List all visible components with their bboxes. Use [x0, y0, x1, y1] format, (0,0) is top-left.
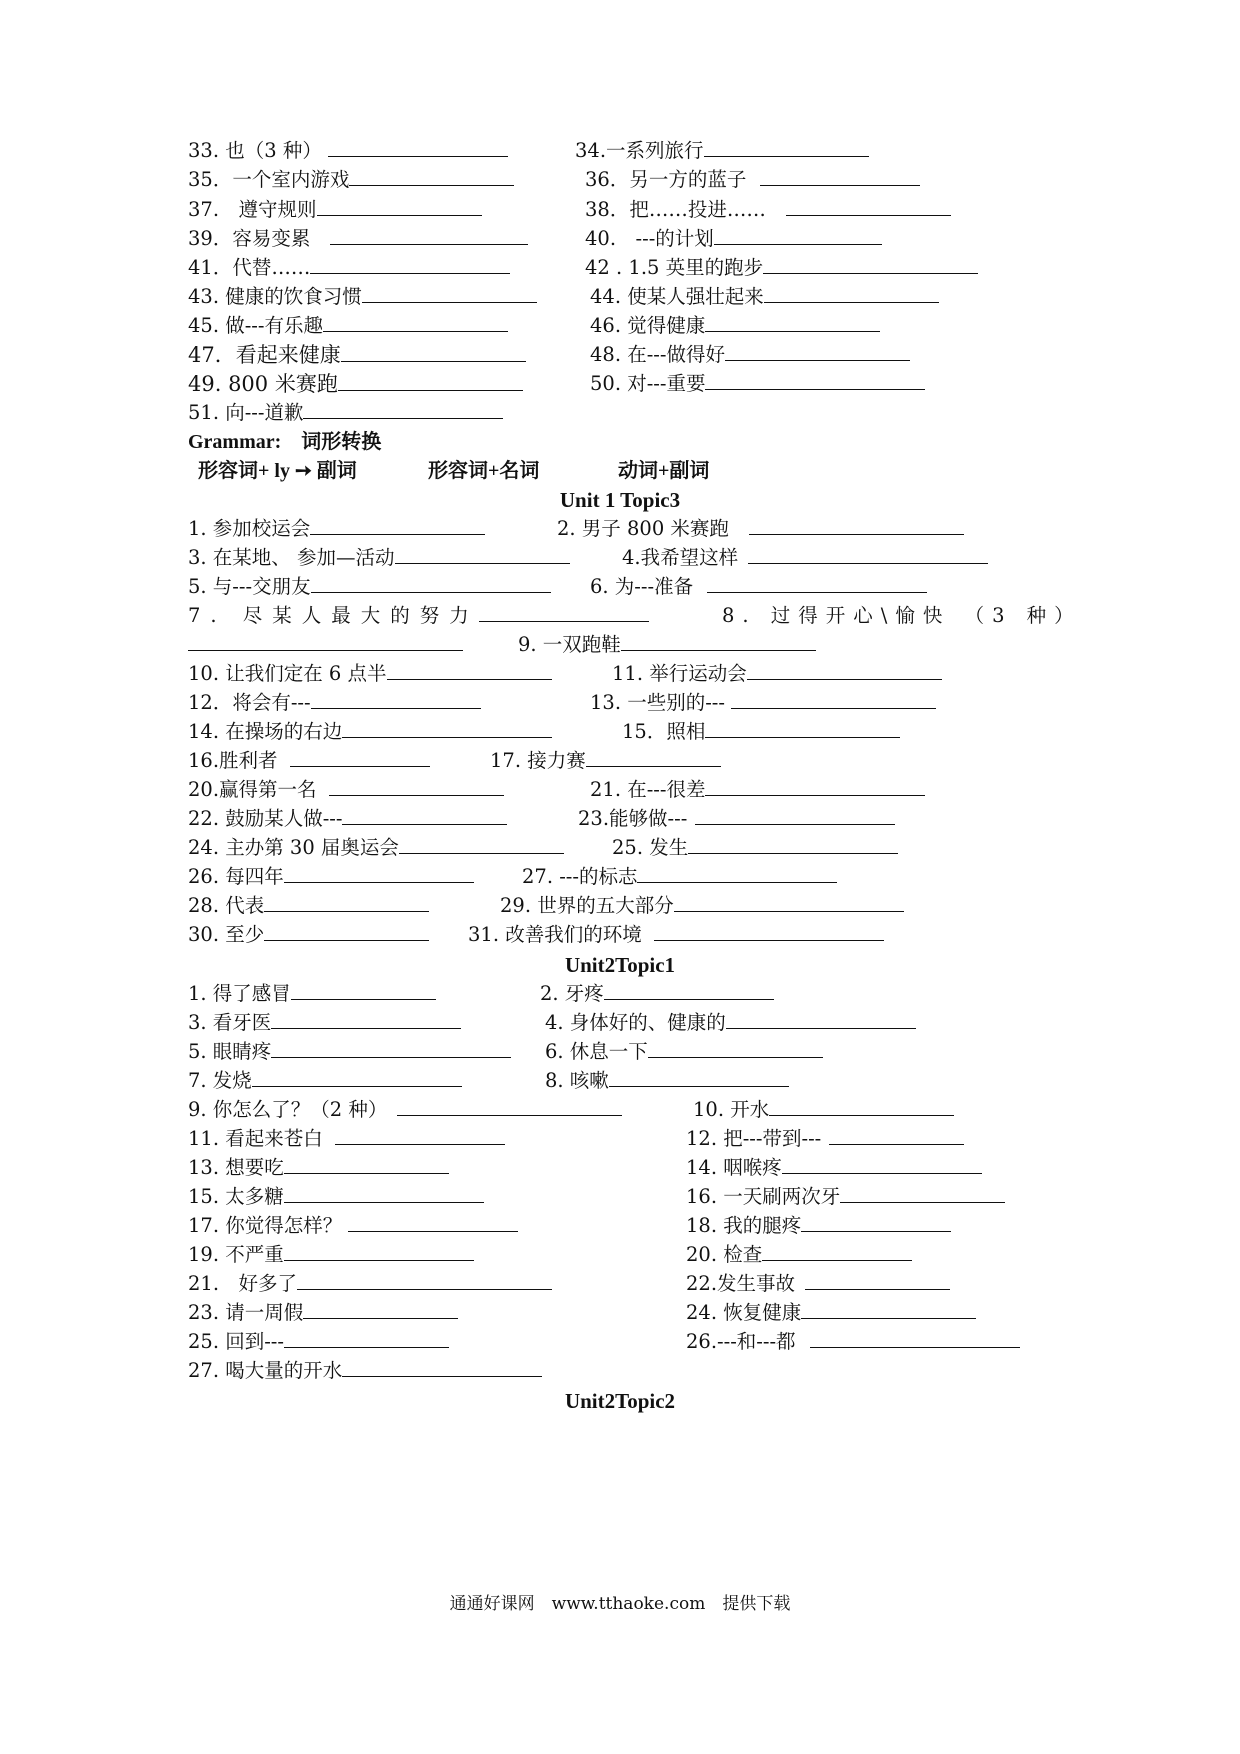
item-45-label: 45. 做---有乐趣 — [188, 314, 323, 337]
u2t1-item-17 — [188, 1214, 518, 1238]
u1t3-item-26 — [188, 865, 474, 889]
answer-blank[interactable] — [328, 139, 508, 157]
grammar-rule-adj-ly: 形容词+ ly ➙ 副词 — [198, 460, 357, 482]
item-34-label: 34.一系列旅行 — [575, 139, 704, 162]
u1t3-item-15 — [622, 720, 900, 744]
answer-blank[interactable] — [801, 1301, 976, 1319]
answer-blank[interactable] — [688, 836, 898, 854]
u1t3-item-14-label: 14. 在操场的右边 — [188, 720, 343, 743]
answer-blank[interactable] — [252, 1069, 462, 1087]
answer-blank[interactable] — [291, 982, 436, 1000]
item-46-label: 46. 觉得健康 — [590, 314, 706, 337]
item-35 — [188, 168, 514, 192]
answer-blank[interactable] — [714, 227, 882, 245]
u2t1-item-1-label: 1. 得了感冒 — [188, 982, 291, 1005]
item-42-label: 42 . 1.5 英里的跑步 — [585, 256, 764, 279]
grammar-rule-adj-noun: 形容词+名词 — [428, 460, 540, 482]
u2t1-item-26-label: 26.---和---都 — [686, 1330, 796, 1353]
u2t1-item-6 — [545, 1040, 823, 1064]
item-35-label: 35．一个室内游戏 — [188, 168, 350, 191]
answer-blank[interactable] — [284, 865, 474, 883]
answer-blank[interactable] — [731, 691, 936, 709]
u1t3-item-8 — [722, 604, 1082, 628]
u1t3-item-4 — [622, 546, 988, 570]
answer-blank[interactable] — [621, 633, 816, 651]
u1t3-item-31-label: 31. 改善我们的环境 — [468, 923, 642, 946]
answer-blank[interactable] — [399, 836, 564, 854]
u2t1-item-8 — [545, 1069, 789, 1093]
u1t3-item-21-label: 21. 在---很差 — [590, 778, 706, 801]
u2t1-item-3-label: 3. 看牙医 — [188, 1011, 272, 1034]
u1t3-item-12 — [188, 691, 481, 715]
answer-blank[interactable] — [342, 1359, 542, 1377]
grammar-title: Grammar: 词形转换 — [188, 431, 382, 453]
section-heading-unit2-topic1: Unit2Topic1 — [564, 953, 676, 977]
answer-blank[interactable] — [329, 778, 504, 796]
u2t1-item-7-label: 7. 发烧 — [188, 1069, 252, 1092]
u2t1-item-10 — [693, 1098, 954, 1122]
u1t3-item-3-label: 3. 在某地、 参加—活动 — [188, 546, 395, 569]
grammar-rule-verb-adv: 动词+副词 — [618, 460, 710, 482]
u2t1-item-22 — [686, 1272, 950, 1296]
item-41 — [188, 256, 510, 280]
u1t3-item-17-label: 17. 接力赛 — [490, 749, 586, 772]
u1t3-item-17 — [490, 749, 721, 773]
u1t3-item-1 — [188, 517, 485, 541]
u1t3-item-2-label: 2. 男子 800 米赛跑 — [557, 517, 729, 540]
u2t1-item-6-label: 6. 休息一下 — [545, 1040, 648, 1063]
item-51-label: 51. 向---道歉 — [188, 401, 304, 424]
answer-blank[interactable] — [348, 1214, 518, 1232]
answer-blank[interactable] — [297, 1272, 552, 1290]
u2t1-item-7 — [188, 1069, 462, 1093]
u1t3-item-27-label: 27. ---的标志 — [522, 865, 638, 888]
u2t1-item-11 — [188, 1127, 505, 1151]
u1t3-item-28-label: 28. 代表 — [188, 894, 265, 917]
u1t3-item-25-label: 25. 发生 — [612, 836, 689, 859]
item-51 — [188, 401, 503, 425]
answer-blank[interactable] — [707, 575, 927, 593]
u1t3-item-9 — [518, 633, 816, 657]
u1t3-item-26-label: 26. 每四年 — [188, 865, 284, 888]
u1t3-item-1-label: 1. 参加校运会 — [188, 517, 311, 540]
u2t1-item-24 — [686, 1301, 976, 1325]
answer-blank[interactable] — [674, 894, 904, 912]
answer-blank[interactable] — [311, 691, 481, 709]
u2t1-item-18 — [686, 1214, 951, 1238]
answer-blank[interactable] — [609, 1069, 789, 1087]
u1t3-item-24-label: 24. 主办第 30 届奥运会 — [188, 836, 399, 859]
u1t3-item-4-label: 4.我希望这样 — [622, 546, 739, 569]
item-48-label: 48. 在---做得好 — [590, 343, 725, 366]
u2t1-item-15-label: 15. 太多糖 — [188, 1185, 284, 1208]
u1t3-item-5-label: 5. 与---交朋友 — [188, 575, 311, 598]
answer-blank[interactable] — [330, 227, 528, 245]
answer-blank[interactable] — [290, 749, 430, 767]
answer-blank[interactable] — [704, 139, 869, 157]
item-39-label: 39．容易变累 — [188, 227, 311, 250]
answer-blank[interactable] — [705, 314, 880, 332]
answer-blank[interactable] — [747, 662, 942, 680]
u2t1-item-12-label: 12. 把---带到--- — [686, 1127, 822, 1150]
u2t1-item-17-label: 17. 你觉得怎样？ — [188, 1214, 343, 1237]
answer-blank[interactable] — [805, 1272, 950, 1290]
u1t3-item-3 — [188, 546, 570, 570]
u2t1-item-5 — [188, 1040, 511, 1064]
answer-blank[interactable] — [335, 1127, 505, 1145]
u1t3-item-2 — [557, 517, 964, 541]
u1t3-item-24 — [188, 836, 564, 860]
u1t3-item-15-label: 15．照相 — [622, 720, 706, 743]
u1t3-item-25 — [612, 836, 898, 860]
u2t1-item-20-label: 20. 检查 — [686, 1243, 763, 1266]
u1t3-item-20-label: 20.赢得第一名 — [188, 778, 317, 801]
u1t3-item-13-label: 13. 一些别的--- — [590, 691, 725, 714]
u2t1-item-14 — [686, 1156, 982, 1180]
u2t1-item-26 — [686, 1330, 1020, 1354]
u2t1-item-25 — [188, 1330, 449, 1354]
u2t1-item-2 — [540, 982, 774, 1006]
u2t1-item-15 — [188, 1185, 484, 1209]
u2t1-item-9-label: 9. 你怎么了？（2 种） — [188, 1098, 388, 1121]
answer-blank[interactable] — [188, 633, 463, 651]
answer-blank[interactable] — [284, 1185, 484, 1203]
u2t1-item-4-label: 4. 身体好的、健康的 — [545, 1011, 726, 1034]
u1t3-item-10-label: 10. 让我们定在 6 点半 — [188, 662, 387, 685]
item-47-label: 47．看起来健康 — [188, 343, 341, 367]
answer-blank[interactable] — [748, 546, 988, 564]
u1t3-item-31 — [468, 923, 884, 947]
answer-blank[interactable] — [317, 198, 482, 216]
answer-blank[interactable] — [769, 1098, 954, 1116]
u1t3-item-7 — [188, 604, 649, 628]
item-50-label: 50. 对---重要 — [590, 372, 706, 395]
u2t1-item-21-label: 21. 好多了 — [188, 1272, 298, 1295]
answer-blank[interactable] — [362, 285, 537, 303]
answer-blank[interactable] — [271, 1040, 511, 1058]
item-43-label: 43. 健康的饮食习惯 — [188, 285, 362, 308]
u2t1-item-14-label: 14. 咽喉疼 — [686, 1156, 782, 1179]
answer-blank[interactable] — [264, 923, 429, 941]
item-49 — [188, 372, 523, 396]
answer-blank[interactable] — [764, 285, 939, 303]
answer-blank[interactable] — [349, 168, 514, 186]
u1t3-item-7-label: 7. 尽某人最大的努力 — [188, 604, 479, 627]
item-37 — [188, 198, 482, 222]
u2t1-item-22-label: 22.发生事故 — [686, 1272, 796, 1295]
u2t1-item-18-label: 18. 我的腿疼 — [686, 1214, 802, 1237]
u1t3-item-12-label: 12．将会有--- — [188, 691, 311, 714]
u1t3-item-23 — [578, 807, 895, 831]
section-heading-unit1-topic3: Unit 1 Topic3 — [559, 488, 681, 512]
answer-blank[interactable] — [284, 1156, 449, 1174]
item-36-label: 36．另一方的蓝子 — [585, 168, 747, 191]
answer-blank[interactable] — [271, 1011, 461, 1029]
u1t3-item-16 — [188, 749, 430, 773]
item-40-label: 40. ---的计划 — [585, 227, 714, 250]
u2t1-item-2-label: 2. 牙疼 — [540, 982, 604, 1005]
answer-blank[interactable] — [323, 314, 508, 332]
answer-blank[interactable] — [310, 517, 485, 535]
item-39 — [188, 227, 528, 251]
answer-blank[interactable] — [760, 168, 920, 186]
u2t1-item-27-label: 27. 喝大量的开水 — [188, 1359, 343, 1382]
u1t3-item-23-label: 23.能够做--- — [578, 807, 688, 830]
u2t1-item-25-label: 25. 回到--- — [188, 1330, 284, 1353]
u2t1-item-9 — [188, 1098, 622, 1122]
u1t3-item-27 — [522, 865, 837, 889]
u2t1-item-19-label: 19. 不严重 — [188, 1243, 284, 1266]
u1t3-item-22 — [188, 807, 507, 831]
u2t1-item-12 — [686, 1127, 964, 1151]
answer-blank[interactable] — [829, 1127, 964, 1145]
u1t3-item-28 — [188, 894, 429, 918]
u2t1-item-27 — [188, 1359, 542, 1383]
u2t1-item-24-label: 24. 恢复健康 — [686, 1301, 802, 1324]
answer-blank[interactable] — [341, 344, 526, 362]
answer-blank[interactable] — [840, 1185, 1005, 1203]
u1t3-item-29-label: 29. 世界的五大部分 — [500, 894, 674, 917]
answer-blank[interactable] — [303, 401, 503, 419]
answer-blank[interactable] — [387, 662, 552, 680]
u1t3-item-22-label: 22. 鼓励某人做--- — [188, 807, 343, 830]
item-43 — [188, 285, 537, 309]
u1t3-item-21 — [590, 778, 925, 802]
u2t1-item-23-label: 23. 请一周假 — [188, 1301, 304, 1324]
answer-blank[interactable] — [749, 517, 964, 535]
u2t1-item-16 — [686, 1185, 1005, 1209]
answer-blank[interactable] — [782, 1156, 982, 1174]
answer-blank[interactable] — [311, 575, 551, 593]
answer-blank[interactable] — [284, 1330, 449, 1348]
item-48 — [590, 343, 910, 367]
answer-blank[interactable] — [763, 256, 978, 274]
answer-blank[interactable] — [284, 1243, 474, 1261]
item-33-label: 33. 也（3 种） — [188, 139, 322, 162]
answer-blank[interactable] — [338, 373, 523, 391]
answer-blank[interactable] — [479, 604, 649, 622]
item-33 — [188, 139, 508, 163]
u2t1-item-5-label: 5. 眼睛疼 — [188, 1040, 272, 1063]
answer-blank[interactable] — [705, 778, 925, 796]
answer-blank[interactable] — [303, 1301, 458, 1319]
u1t3-item-6-label: 6. 为---准备 — [590, 575, 694, 598]
answer-blank[interactable] — [726, 1011, 916, 1029]
u1t3-item-11 — [612, 662, 942, 686]
u1t3-item-14 — [188, 720, 552, 744]
item-41-label: 41．代替…… — [188, 256, 311, 279]
u2t1-item-21 — [188, 1272, 552, 1296]
answer-blank[interactable] — [397, 1098, 622, 1116]
answer-blank[interactable] — [395, 546, 570, 564]
item-46 — [590, 314, 880, 338]
answer-blank[interactable] — [705, 372, 925, 390]
item-40 — [585, 227, 882, 251]
u2t1-item-16-label: 16. 一天刷两次牙 — [686, 1185, 841, 1208]
item-49-label: 49. 800 米赛跑 — [188, 372, 338, 396]
u1t3-item-29 — [500, 894, 904, 918]
u2t1-item-23 — [188, 1301, 458, 1325]
u1t3-item-13 — [590, 691, 936, 715]
u1t3-item-30-label: 30. 至少 — [188, 923, 265, 946]
u2t1-item-4 — [545, 1011, 916, 1035]
u2t1-item-8-label: 8. 咳嗽 — [545, 1069, 609, 1092]
u1t3-item-16-label: 16.胜利者 — [188, 749, 278, 772]
item-44 — [590, 285, 939, 309]
u2t1-item-1 — [188, 982, 436, 1006]
u2t1-item-13 — [188, 1156, 449, 1180]
item-42 — [585, 256, 978, 280]
item-50 — [590, 372, 925, 396]
item-44-label: 44. 使某人强壮起来 — [590, 285, 764, 308]
answer-blank[interactable] — [637, 865, 837, 883]
item-38-label: 38．把……投进…… — [585, 198, 766, 221]
item-34 — [575, 139, 869, 163]
answer-blank[interactable] — [810, 1330, 1020, 1348]
section-heading-unit2-topic2: Unit2Topic2 — [564, 1389, 676, 1413]
answer-blank[interactable] — [654, 923, 884, 941]
u2t1-item-19 — [188, 1243, 474, 1267]
answer-blank[interactable] — [786, 198, 951, 216]
item-36 — [585, 168, 920, 192]
u2t1-item-3 — [188, 1011, 461, 1035]
answer-blank[interactable] — [762, 1243, 912, 1261]
answer-blank[interactable] — [695, 807, 895, 825]
answer-blank[interactable] — [725, 343, 910, 361]
answer-blank[interactable] — [310, 256, 510, 274]
u1t3-item-9-label: 9. 一双跑鞋 — [518, 633, 621, 656]
u1t3-item-8-blank-row — [188, 633, 463, 657]
answer-blank[interactable] — [801, 1214, 951, 1232]
u2t1-item-20 — [686, 1243, 912, 1267]
u1t3-item-10 — [188, 662, 552, 686]
answer-blank[interactable] — [604, 982, 774, 1000]
answer-blank[interactable] — [342, 807, 507, 825]
u2t1-item-11-label: 11. 看起来苍白 — [188, 1127, 323, 1150]
u1t3-item-30 — [188, 923, 429, 947]
u2t1-item-13-label: 13. 想要吃 — [188, 1156, 284, 1179]
answer-blank[interactable] — [342, 720, 552, 738]
u1t3-item-11-label: 11. 举行运动会 — [612, 662, 747, 685]
item-47 — [188, 343, 526, 367]
u2t1-item-10-label: 10. 开水 — [693, 1098, 770, 1121]
answer-blank[interactable] — [264, 894, 429, 912]
item-37-label: 37. 遵守规则 — [188, 198, 317, 221]
u1t3-item-8-label: 8. 过得开心\愉快 （3 种） — [722, 604, 1082, 627]
u1t3-item-20 — [188, 778, 504, 802]
answer-blank[interactable] — [648, 1040, 823, 1058]
u1t3-item-6 — [590, 575, 927, 599]
item-38 — [585, 198, 951, 222]
item-45 — [188, 314, 508, 338]
answer-blank[interactable] — [705, 720, 900, 738]
u1t3-item-5 — [188, 575, 551, 599]
page-footer: 通通好课网 www.tthaoke.com 提供下载 — [449, 1594, 791, 1614]
answer-blank[interactable] — [586, 749, 721, 767]
